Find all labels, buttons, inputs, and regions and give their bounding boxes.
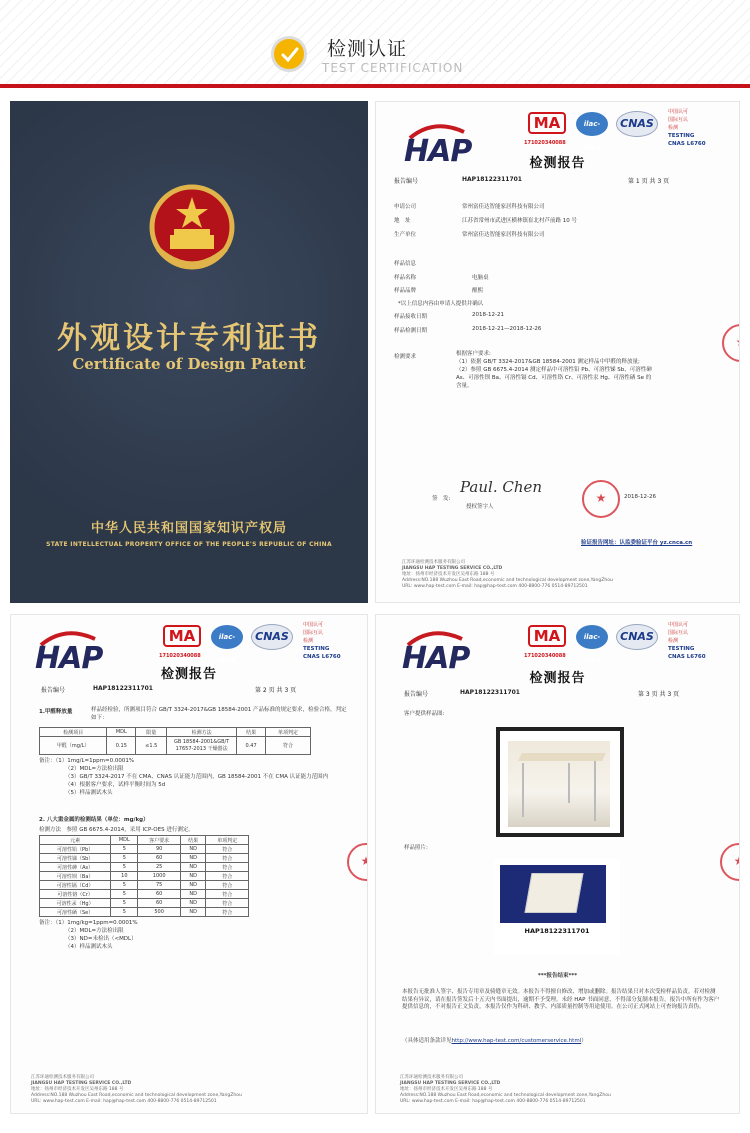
- page-number: 第 3 页 共 3 页: [638, 691, 680, 698]
- desk-image: [508, 741, 610, 827]
- certificate-title: 外观设计专利证书: [57, 321, 321, 356]
- field-label: 样品名称: [394, 275, 417, 281]
- sign-date: 2018-12-26: [624, 494, 656, 500]
- report-page-2: [10, 614, 368, 1114]
- notes-1: 备注：（1）1mg/L=1ppm=0.0001% （2）MDL=方法检出限 （3）GB/T 3324-2017 不在 CMA、CNAS 认证能力范围内，GB 18584-2001 不在 CMA 认证能力范围内 （4）根据客户要求，试样平衡时间为 5d （5）样品测试木头: [39, 758, 329, 796]
- client-photo-label: 客户提供样品图:: [404, 711, 445, 717]
- formaldehyde-table: 检测项目 MDL 限量 检测方法 结果 单项判定 甲醛（mg/L） 0.15 ≤1.5 GB 18584-2001&GB/T 17657-2013 干燥器法 0.47 符合: [39, 727, 311, 755]
- table-row: 可溶性砷（As） 5 25 ND 符合: [40, 863, 249, 872]
- cnas-logo: CNAS: [251, 624, 293, 650]
- requirement-text: 根据客户要求: （1）依据 GB/T 3324-2017&GB 18584-2001 测定样品中甲醛的释放量; （2）参照 GB 6675.4-2014 测定样品中可溶性铅 Pb、可溶性锑 Sb、可溶性砷 As、可溶性钡 Ba、可溶性镉 Cd、可溶性铬 Cr、可溶性汞 Hg、可溶性硒 Se 的 含量。: [456, 351, 652, 389]
- notes-2: 备注：（1）1mg/kg=1ppm=0.0001% （2）MDL=方法检出限 （3）ND=未检出（<MDL） （4）样品测试木头: [39, 920, 138, 950]
- report-statement: 本报告无批准人签字、报告专用章及骑缝章无效。本报告不得擅自修改、增加或删除。报告结果只对本次受检样品负责。若对检测结果有异议，请在报告签发后十五天内书面提出，逾期不予受理。未经 HAP 书面同意，不得部分复制本报告。报告中所有作为客户提供信息的，不对报告正文负责。本报告仅作为科研、教学、内部质量控制等用途使用。在公司正式网站上可查询报告真伪。: [402, 989, 720, 1010]
- heavy-metals-table: 元素 MDL 客户要求 结果 单项判定 可溶性铅（Pb） 5 90 ND 符合 可溶性锑（Sb） 5 60 ND 符合 可溶性砷（As） 5 25 ND 符合 可溶性钡（Ba） 10 1000 ND 符合 可溶性镉（Cd） 5 75 ND 符合 可溶性铬（Cr） 5 60 ND 符合 可溶性汞（Hg） 5 60 ND 符合 可溶性硒（Se） 5 500 ND 符合: [39, 835, 249, 917]
- sample-id: HAP18122311701: [524, 927, 590, 935]
- field-value: 常州富佳达智能家居科技有限公司: [462, 232, 545, 238]
- report-no: HAP18122311701: [93, 685, 153, 692]
- ilac-mra-logo: ilac-MRA: [576, 112, 608, 136]
- cma-logo: MA: [528, 625, 566, 647]
- report-title: 检测报告: [529, 671, 586, 686]
- cma-logo: MA: [163, 625, 201, 647]
- cnas-logo: CNAS: [616, 111, 658, 137]
- page-number: 第 2 页 共 3 页: [255, 687, 297, 694]
- sign-label: 签 发:: [432, 496, 451, 502]
- cma-number: 171020340088: [159, 653, 201, 659]
- verify-link[interactable]: 验证报告网址：认监委验证平台 yz.cnca.cn: [581, 540, 693, 546]
- field-label: 生产单位: [394, 232, 417, 238]
- field-label: 申请公司: [394, 204, 417, 210]
- header-divider: [0, 84, 750, 88]
- signature: Paul. Chen: [460, 478, 543, 496]
- field-value: 常州富佳达智能家居科技有限公司: [462, 204, 545, 210]
- client-photo: [496, 727, 624, 837]
- signer-role: 授权签字人: [466, 504, 494, 510]
- report-title: 检测报告: [160, 667, 217, 682]
- ilac-mra-logo: ilac-MRA: [576, 625, 608, 649]
- report-no-label: 报告编号: [394, 178, 419, 185]
- ilac-mra-logo: ilac-MRA: [211, 625, 243, 649]
- table-row: 可溶性铅（Pb） 5 90 ND 符合: [40, 845, 249, 854]
- section-title: 检测认证: [327, 38, 408, 60]
- accreditation-text: 中国认可 国际互认 检测 TESTING CNAS L6760: [668, 622, 706, 660]
- field-label: *以上信息内容由申请人提供并确认: [398, 301, 484, 307]
- accreditation-text: 中国认可 国际互认 检测 TESTING CNAS L6760: [303, 622, 341, 660]
- field-value: 电脑桌: [472, 275, 489, 281]
- field-value: 醒熙: [472, 288, 484, 294]
- report-end: ***报告结束***: [537, 973, 578, 979]
- official-seal-icon: [582, 480, 620, 518]
- seal-edge-icon: [720, 843, 740, 881]
- check-icon: [271, 36, 307, 72]
- sample-photo: [494, 859, 620, 955]
- report-no-label: 报告编号: [41, 687, 66, 694]
- section-1-title: 1.甲醛释放量: [39, 709, 73, 715]
- website-link[interactable]: http://www.hap-test.com/customerservice.html: [451, 1038, 582, 1044]
- field-value: 江苏省常州市武进区横林镇崔北村芦前路 10 号: [462, 218, 577, 224]
- section-1-desc: 样品经检验，所测项目符合 GB/T 3324-2017&GB 18584-2001 产品标准的规定要求，检验合格。判定如下：: [91, 707, 347, 721]
- section-2-method: 检测方法 参照 GB 6675.4-2014，采用 ICP-OES 进行测定。: [39, 827, 194, 833]
- certificate-authority: 中华人民共和国国家知识产权局: [90, 521, 287, 536]
- hap-logo: HAP: [404, 122, 470, 166]
- report-title: 检测报告: [529, 156, 586, 171]
- cma-number: 171020340088: [524, 653, 566, 659]
- field-value: 2018-12-21: [472, 312, 504, 318]
- sample-board-image: [500, 865, 606, 923]
- table-row: 可溶性锑（Sb） 5 60 ND 符合: [40, 854, 249, 863]
- report-no: HAP18122311701: [462, 176, 522, 183]
- certificate-authority-en: STATE INTELLECTUAL PROPERTY OFFICE OF THE PEOPLE'S REPUBLIC OF CHINA: [46, 541, 332, 548]
- table-row: 可溶性镉（Cd） 5 75 ND 符合: [40, 881, 249, 890]
- report-footer: 江苏环通检测技术服务有限公司 JIANGSU HAP TESTING SERVICE CO.,LTD 地址：扬州市经济技术开发区吴州东路 188 号 Address:NO.188 Wuzhou East Road,economic and technological development zone,YangZhou URL: www.hap-test.com E-mail: hap@hap-test.com 400-8800-776 0514-89712501: [400, 1075, 611, 1104]
- report-no-label: 报告编号: [404, 691, 429, 698]
- report-footer: 江苏环通检测技术服务有限公司 JIANGSU HAP TESTING SERVICE CO.,LTD 地址：扬州市经济技术开发区吴州东路 188 号 Address:NO.188 Wuzhou East Road,economic and technological development zone,YangZhou URL: www.hap-test.com E-mail: hap@hap-test.com 400-8800-776 0514-89712501: [402, 560, 613, 589]
- report-no: HAP18122311701: [460, 689, 520, 696]
- website-note: （具体适用条款详见http://www.hap-test.com/customerservice.html）: [402, 1038, 587, 1044]
- requirement-label: 检测要求: [394, 354, 417, 360]
- table-row: 可溶性硒（Se） 5 500 ND 符合: [40, 908, 249, 917]
- field-label: 地 址: [394, 218, 411, 224]
- report-page-1: [375, 101, 740, 603]
- cnas-logo: CNAS: [616, 624, 658, 650]
- hap-logo: HAP: [402, 629, 468, 673]
- section-subtitle: TEST CERTIFICATION: [322, 61, 464, 75]
- accreditation-text: 中国认可 国际互认 检测 TESTING CNAS L6760: [668, 109, 706, 147]
- table-row: 可溶性汞（Hg） 5 60 ND 符合: [40, 899, 249, 908]
- cma-logo: MA: [528, 112, 566, 134]
- certificate-title-en: Certificate of Design Patent: [72, 355, 306, 373]
- report-page-3: [375, 614, 740, 1114]
- report-footer: 江苏环通检测技术服务有限公司 JIANGSU HAP TESTING SERVICE CO.,LTD 地址：扬州市经济技术开发区吴州东路 188 号 Address:NO.188 Wuzhou East Road,economic and technological development zone,YangZhou URL: www.hap-test.com E-mail: hap@hap-test.com 400-8800-776 0514-89712501: [31, 1075, 242, 1104]
- field-label: 样品接收日期: [394, 314, 428, 320]
- field-value: 2018-12-21—2018-12-26: [472, 326, 542, 332]
- field-label: 样品品牌: [394, 288, 417, 294]
- hap-logo: HAP: [35, 629, 101, 673]
- field-label: 样品检测日期: [394, 328, 428, 334]
- patent-certificate: [10, 101, 368, 603]
- page-number: 第 1 页 共 3 页: [628, 178, 670, 185]
- section-2-title: 2. 八大重金属的检测结果（单位：mg/kg）: [39, 817, 149, 823]
- table-row: 可溶性铬（Cr） 5 60 ND 符合: [40, 890, 249, 899]
- field-label: 样品信息: [394, 261, 417, 267]
- table-row: 可溶性钡（Ba） 10 1000 ND 符合: [40, 872, 249, 881]
- sample-photo-label: 样品照片:: [404, 845, 428, 851]
- cma-number: 171020340088: [524, 140, 566, 146]
- seal-edge-icon: [347, 843, 368, 881]
- national-emblem-icon: [144, 179, 240, 277]
